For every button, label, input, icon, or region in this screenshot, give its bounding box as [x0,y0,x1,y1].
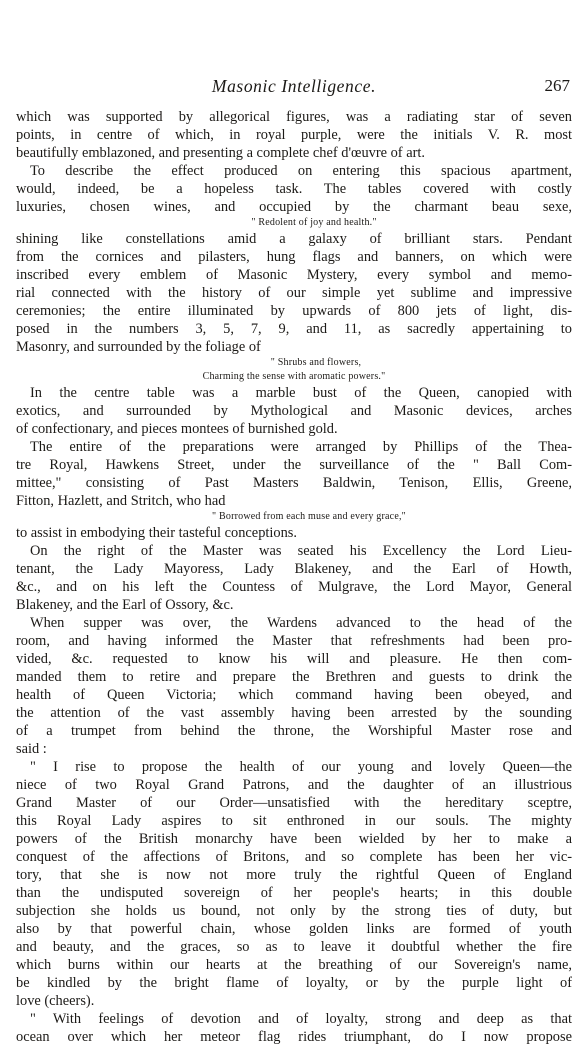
text-line: posed in the numbers 3, 5, 7, 9, and 11, as sacredly appertaining to [16,321,572,337]
text-line: ceremonies; the entire illuminated by upwards of 800 jets of light, dis- [16,303,572,319]
text-line: The entire of the preparations were arranged by Phillips of the Thea- [30,439,572,455]
text-line: the attention of the vast assembly having been arrested by the sounding [16,705,572,721]
text-line: and beauty, and the graces, so as to leave it doubtful whether the fire [16,939,572,955]
text-line: said : [16,741,47,757]
text-line: niece of two Royal Grand Patrons, and the daughter of an illustrious [16,777,572,793]
text-line: tenant, the Lady Mayoress, Lady Blakeney, and the Earl of Howth, [16,561,572,577]
text-line: be kindled by the bright flame of loyalty, or by the purple light of [16,975,572,991]
verse-quote: " Borrowed from each muse and every grace," [212,511,406,522]
paragraph [16,438,572,510]
text-line: of a trumpet from behind the throne, the Worshipful Master rose and [16,723,572,739]
text-line: " With feelings of devotion and of loyalty, strong and deep as that [30,1011,572,1027]
page-number: 267 [544,76,570,95]
text-line: Fitton, Hazlett, and Stritch, who had [16,493,226,509]
paragraph [16,108,572,162]
text-line: room, and having informed the Master that refreshments had been pro- [16,633,572,649]
text-line: also by that powerful chain, whose golden links are formed of youth [16,921,572,937]
text-line: mittee," consisting of Past Masters Baldwin, Tenison, Ellis, Greene, [16,475,572,491]
text-line: powers of the British monarchy have been wielded by her to make a [16,831,572,847]
paragraph [16,230,572,356]
paragraph [16,614,572,758]
text-line: conquest of the affections of Britons, and so complete has been her vic- [16,849,572,865]
text-line: inscribed every emblem of Masonic Mystery, every symbol and memo- [16,267,572,283]
text-line: To describe the effect produced on entering this spacious apartment, [30,163,572,179]
text-line: from the cornices and pilasters, hung flags and banners, on which were [16,249,572,265]
verse-quote: Charming the sense with aromatic powers." [202,371,386,382]
text-line: &c., and on his left the Countess of Mulgrave, the Lord Mayor, General [16,579,572,595]
text-line: would, indeed, be a hopeless task. The tables covered with costly [16,181,572,197]
text-line: When supper was over, the Wardens advanced to the head of the [30,615,572,631]
paragraph [16,524,572,542]
text-line: shining like constellations amid a galaxy of brilliant stars. Pendant [16,231,572,247]
text-line: love (cheers). [16,993,95,1009]
text-line: Grand Master of our Order—unsatisfied with the hereditary sceptre, [16,795,572,811]
text-line: which was supported by allegorical figures, was a radiating star of seven [16,109,572,125]
text-line: manded them to retire and prepare the Brethren and guests to drink the [16,669,572,685]
text-line: Blakeney, and the Earl of Ossory, &c. [16,597,234,613]
page-body [16,108,572,1046]
paragraph [16,1010,572,1046]
text-line: In the centre table was a marble bust of the Queen, canopied with [30,385,572,401]
text-line: which burns within our hearts at the breathing of our Sovereign's name, [16,957,572,973]
text-line: rial connected with the history of our simple yet sublime and impressive [16,285,572,301]
verse-quote: " Redolent of joy and health." [251,217,377,228]
text-line: Masonry, and surrounded by the foliage of [16,339,261,355]
verse-quote: " Shrubs and flowers, [270,357,362,368]
running-title: Masonic Intelligence. [211,76,377,96]
running-header [16,76,572,100]
text-line: than the undisputed sovereign of her people's hearts; in this double [16,885,572,901]
text-line: On the right of the Master was seated his Excellency the Lord Lieu- [30,543,572,559]
text-line: beautifully emblazoned, and presenting a complete chef d'œuvre of art. [16,145,425,161]
text-line: vided, &c. requested to know his will and pleasure. He then com- [16,651,572,667]
text-line: ocean over which her meteor flag rides triumphant, do I now propose [16,1029,572,1045]
text-line: luxuries, chosen wines, and occupied by the charmant beau sexe, [16,199,572,215]
text-line: tory, that she is now not more truly the rightful Queen of England [16,867,572,883]
paragraph [16,162,572,216]
text-line: exotics, and surrounded by Mythological and Masonic devices, arches [16,403,572,419]
text-line: of confectionary, and pieces montees of burnished gold. [16,421,338,437]
text-line: tre Royal, Hawkens Street, under the surveillance of the " Ball Com- [16,457,572,473]
text-line: points, in centre of which, in royal purple, were the initials V. R. most [16,127,572,143]
text-line: this Royal Lady aspires to sit enthroned in our souls. The mighty [16,813,572,829]
text-line: to assist in embodying their tasteful conceptions. [16,525,297,541]
paragraph [16,384,572,438]
text-line: subjection she holds us bound, not only by the strong ties of duty, but [16,903,572,919]
paragraph [16,758,572,1010]
text-line: health of Queen Victoria; which command having been obeyed, and [16,687,572,703]
text-line: " I rise to propose the health of our young and lovely Queen—the [30,759,572,775]
paragraph [16,542,572,614]
